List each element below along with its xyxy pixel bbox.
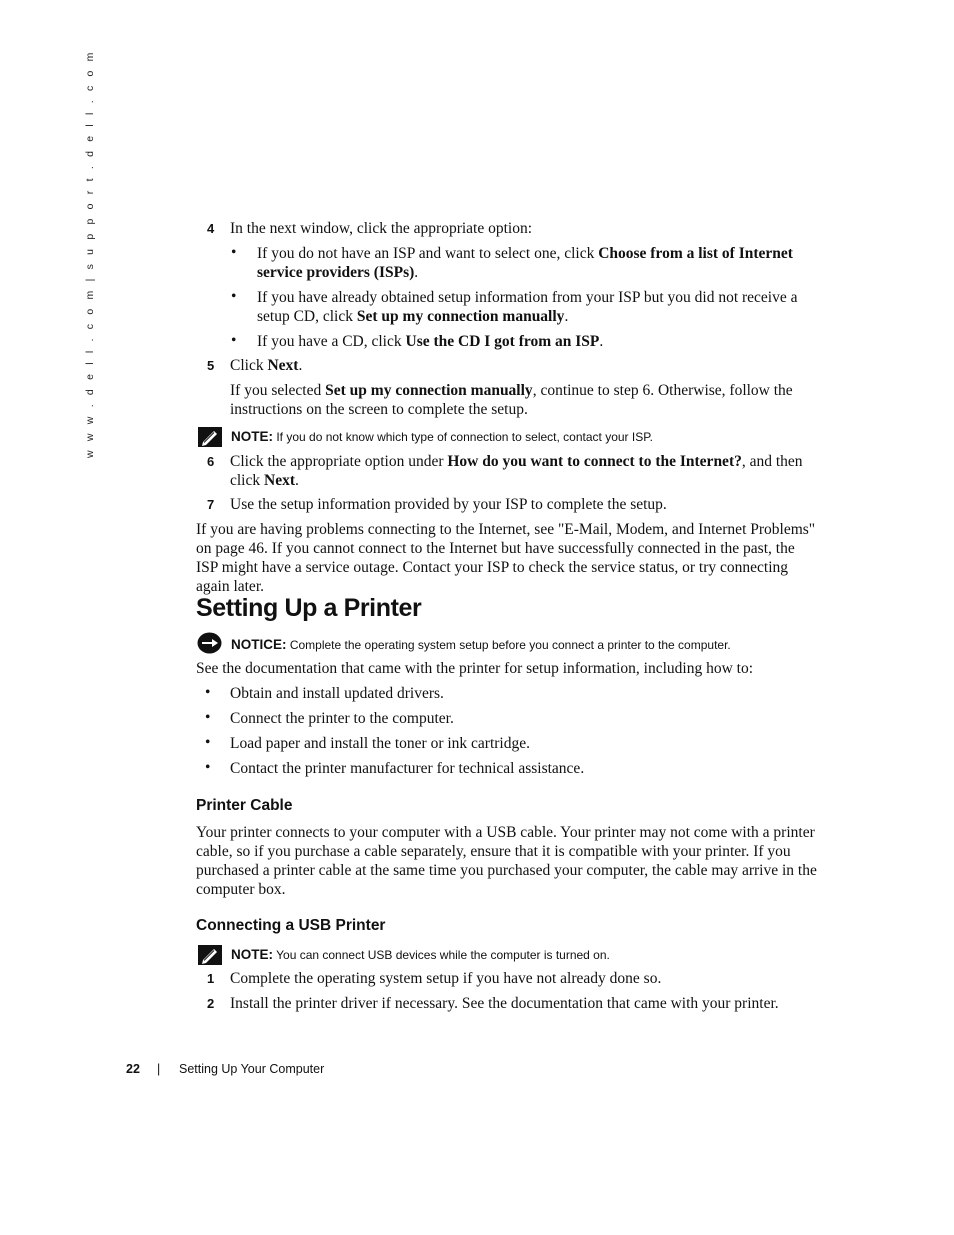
bullet-mark: •: [231, 244, 237, 261]
step-text: Complete the operating system setup if you have not already done so.: [230, 970, 662, 987]
step-number: 6: [207, 454, 215, 469]
pencil-note-icon: [198, 427, 222, 447]
body-paragraph: Your printer connects to your computer with a USB cable. Your printer may not come with a printer cable, so if you purchase a cable separately, ensure that it is compatible with your printer. If you purchased a printer cable at the same time you purchased your computer, the cable may arrive in the computer box.: [196, 824, 817, 898]
bullet-mark: •: [231, 288, 237, 305]
bullet-mark: •: [205, 734, 211, 751]
bullet-mark: •: [231, 332, 237, 349]
note: NOTE: If you do not know which type of connection to select, contact your ISP.: [231, 429, 653, 444]
footer-title: Setting Up Your Computer: [179, 1062, 325, 1076]
note: NOTE: You can connect USB devices while the computer is turned on.: [231, 947, 610, 962]
body-paragraph: If you are having problems connecting to the Internet, see "E-Mail, Modem, and Internet Problems" on page 46. If you cannot connect to the Internet but have successfully connected in the past, the ISP might have a service outage. Contact your ISP to check the service status, or try connecting again later.: [196, 521, 816, 595]
list-item: Obtain and install updated drivers.: [230, 685, 444, 702]
side-url-text: w w w . d e l l . c o m | s u p p o r t . d e l l . c o m: [84, 49, 96, 458]
step-text: In the next window, click the appropriate option:: [230, 220, 533, 237]
subsection-heading: Connecting a USB Printer: [196, 917, 386, 934]
section-heading: Setting Up a Printer: [196, 594, 422, 622]
step-number: 2: [207, 996, 215, 1011]
notice: NOTICE: Complete the operating system setup before you connect a printer to the computer.: [231, 637, 731, 652]
list-item: Connect the printer to the computer.: [230, 710, 454, 727]
pencil-note-icon: [198, 945, 222, 965]
step-text: Click Next.: [230, 357, 303, 374]
notice-hand-icon: [197, 632, 222, 654]
list-item: Load paper and install the toner or ink cartridge.: [230, 735, 530, 752]
step-text: Install the printer driver if necessary. See the documentation that came with your printer.: [230, 995, 779, 1012]
footer-separator: |: [157, 1062, 161, 1076]
step-number: 7: [207, 497, 215, 512]
body-paragraph: See the documentation that came with the printer for setup information, including how to:: [196, 660, 754, 677]
list-item: If you have already obtained setup information from your ISP but you did not receive a setup CD, click Set up my connection manually.: [257, 289, 798, 325]
list-item: Contact the printer manufacturer for technical assistance.: [230, 760, 585, 777]
step-paragraph: If you selected Set up my connection manually, continue to step 6. Otherwise, follow the instructions on the screen to complete the setup.: [230, 382, 793, 418]
bullet-mark: •: [205, 684, 211, 701]
step-text: Use the setup information provided by your ISP to complete the setup.: [230, 496, 667, 513]
step-text: Click the appropriate option under How do you want to connect to the Internet?, and then click Next.: [230, 453, 803, 489]
page-number: 22: [126, 1062, 140, 1076]
step-number: 5: [207, 358, 215, 373]
subsection-heading: Printer Cable: [196, 797, 293, 814]
step-number: 4: [207, 221, 215, 236]
bullet-mark: •: [205, 709, 211, 726]
list-item: If you have a CD, click Use the CD I got from an ISP.: [257, 333, 604, 350]
bullet-mark: •: [205, 759, 211, 776]
list-item: If you do not have an ISP and want to select one, click Choose from a list of Internet service providers (ISPs).: [257, 245, 793, 281]
step-number: 1: [207, 971, 215, 986]
